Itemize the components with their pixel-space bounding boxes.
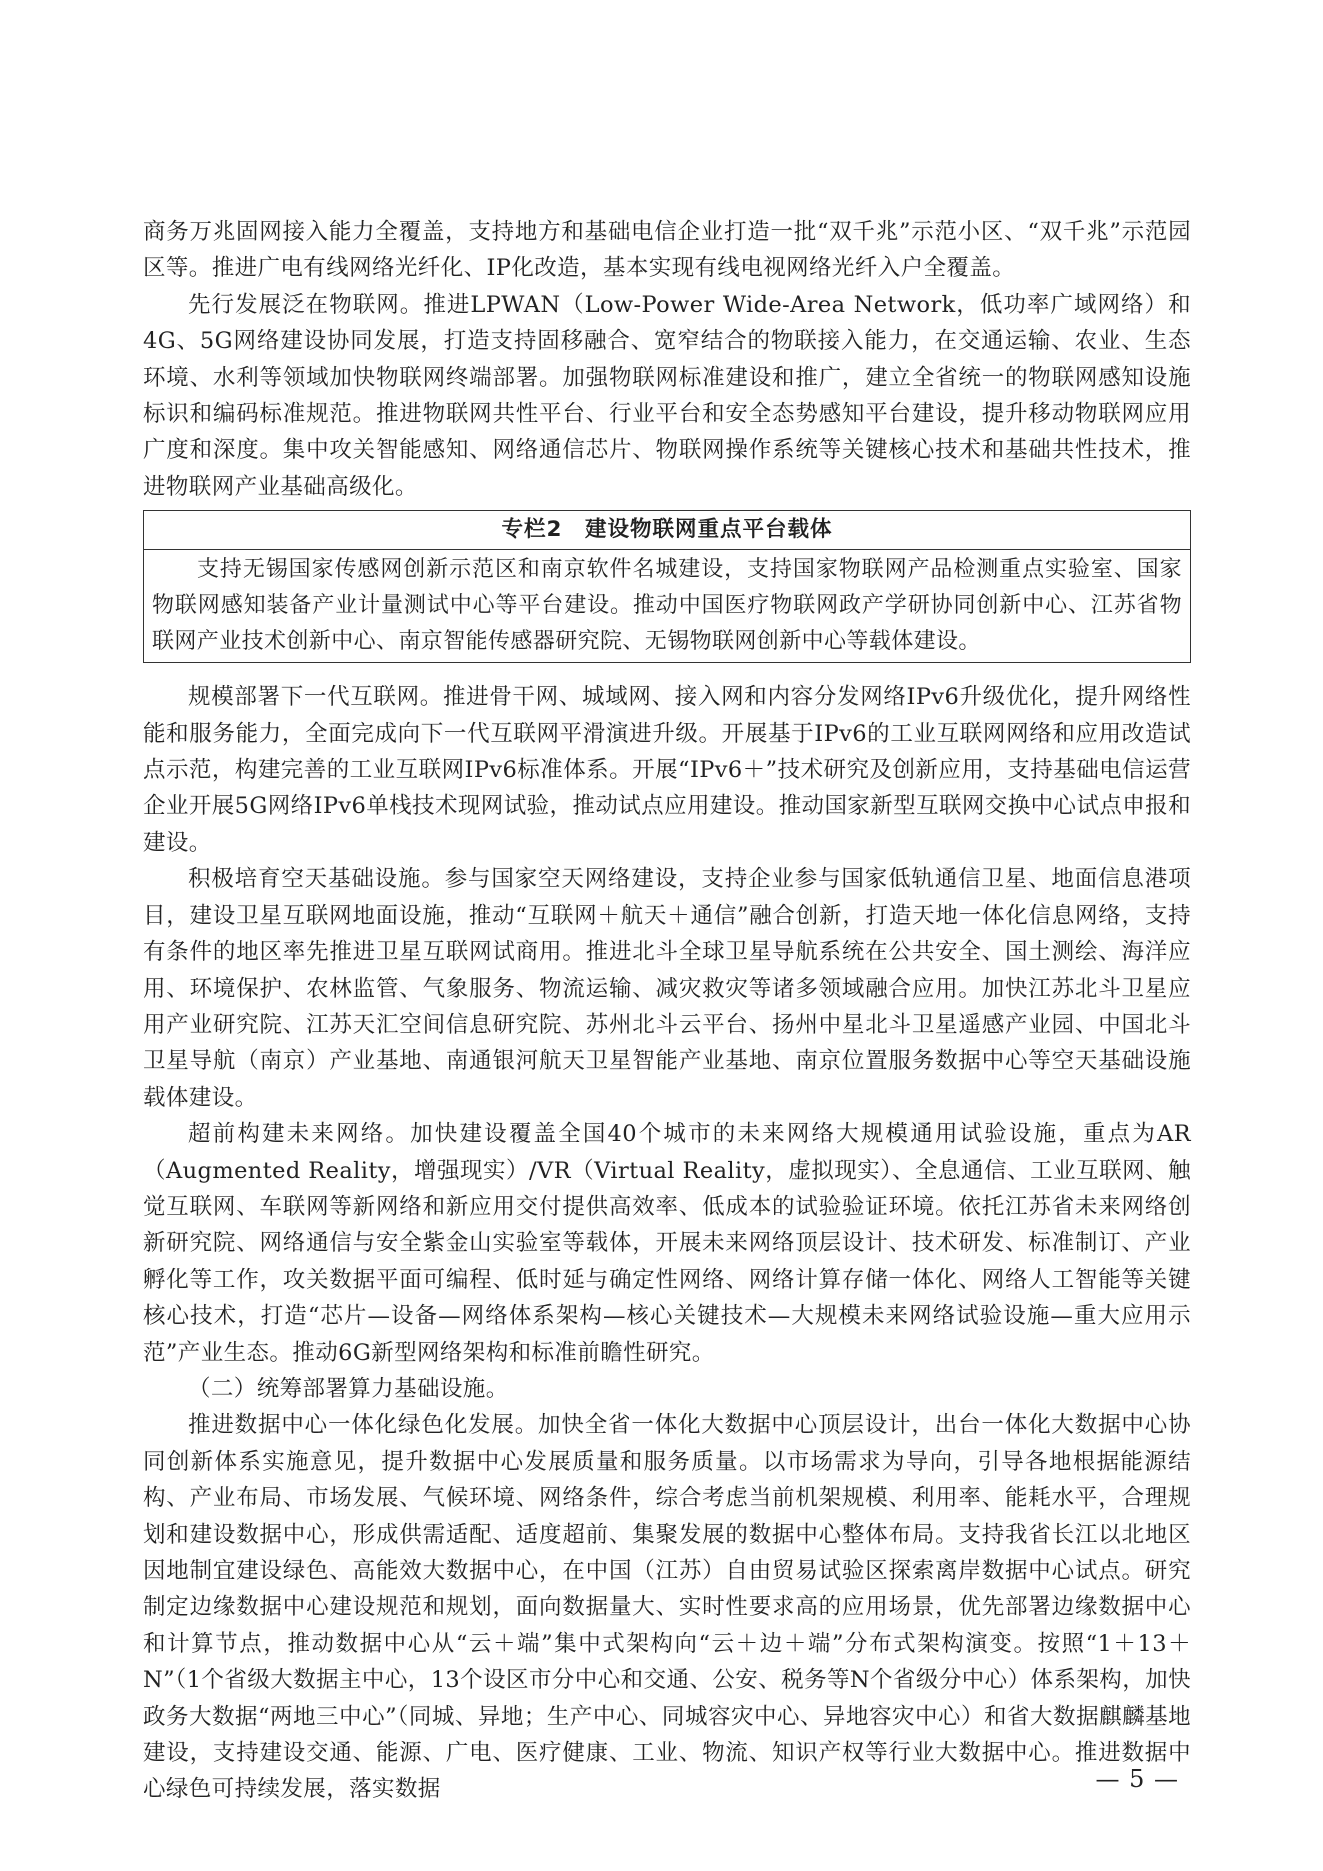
column-box-body (144, 550, 1190, 662)
paragraph-future-network: 超前构建未来网络。加快建设覆盖全国40个城市的未来网络大规模通用试验设施，重点为AR（Augmented Reality，增强现实）/VR（Virtual Reality，虚拟现实）、全息通信、工业互联网、触觉互联网、车联网等新网络和新应用交付提供高效率、低成本的试验验证环境。依托江苏省未来网络创新研究院、网络通信与安全紫金山实验室等载体，开展未来网络顶层设计、技术研发、标准制订、产业孵化等工作，攻关数据平面可编程、低时延与确定性网络、网络计算存储一体化、网络人工智能等关键核心技术，打造“芯片—设备—网络体系架构—核心关键技术—大规模未来网络试验设施—重大应用示范”产业生态。推动6G新型网络架构和标准前瞻性研究。 (143, 1121, 1191, 1366)
column-box-title: 专栏2 建设物联网重点平台载体 (144, 511, 1190, 550)
page-number: — 5 — (1095, 1765, 1179, 1793)
column-box-text: 支持无锡国家传感网创新示范区和南京软件名城建设，支持国家物联网产品检测重点实验室、国家物联网感知装备产业计量测试中心等平台建设。推动中国医疗物联网政产学研协同创新中心、江苏省物联网产业技术创新中心、南京智能传感器研究院、无锡物联网创新中心等载体建设。 (152, 557, 1182, 655)
section-heading: （二）统筹部署算力基础设施。 (188, 1375, 509, 1402)
paragraph-broadband: 商务万兆固网接入能力全覆盖，支持地方和基础电信企业打造一批“双千兆”示范小区、“双千兆”示范园区等。推进广电有线网络光纤化、IP化改造，基本实现有线电视网络光纤入户全覆盖。 (143, 219, 1191, 282)
paragraph-space-infrastructure: 积极培育空天基础设施。参与国家空天网络建设，支持企业参与国家低轨通信卫星、地面信息港项目，建设卫星互联网地面设施，推动“互联网＋航天＋通信”融合创新，打造天地一体化信息网络，支持有条件的地区率先推进卫星互联网试商用。推进北斗全球卫星导航系统在公共安全、国土测绘、海洋应用、环境保护、农林监管、气象服务、物流运输、减灾救灾等诸多领域融合应用。加快江苏北斗卫星应用产业研究院、江苏天汇空间信息研究院、苏州北斗云平台、扬州中星北斗卫星遥感产业园、中国北斗卫星导航（南京）产业基地、南通银河航天卫星智能产业基地、南京位置服务数据中心等空天基础设施载体建设。 (143, 866, 1191, 1111)
paragraph-data-center: 推进数据中心一体化绿色化发展。加快全省一体化大数据中心顶层设计，出台一体化大数据中心协同创新体系实施意见，提升数据中心发展质量和服务质量。以市场需求为导向，引导各地根据能源结构、产业布局、市场发展、气候环境、网络条件，综合考虑当前机架规模、利用率、能耗水平，合理规划和建设数据中心，形成供需适配、适度超前、集聚发展的数据中心整体布局。支持我省长江以北地区因地制宜建设绿色、高能效大数据中心，在中国（江苏）自由贸易试验区探索离岸数据中心试点。研究制定边缘数据中心建设规范和规划，面向数据量大、实时性要求高的应用场景，优先部署边缘数据中心和计算节点，推动数据中心从“云＋端”集中式架构向“云＋边＋端”分布式架构演变。按照“1＋13＋N”（1个省级大数据主中心，13个设区市分中心和交通、公安、税务等N个省级分中心）体系架构，加快政务大数据“两地三中心”（同城、异地；生产中心、同城容灾中心、异地容灾中心）和省大数据麒麟基地建设，支持建设交通、能源、广电、医疗健康、工业、物流、知识产权等行业大数据中心。推进数据中心绿色可持续发展，落实数据 (143, 1412, 1191, 1803)
paragraph-iot: 先行发展泛在物联网。推进LPWAN（Low-Power Wide-Area Network，低功率广域网络）和4G、5G网络建设协同发展，打造支持固移融合、宽窄结合的物联接入能力，在交通运输、农业、生态环境、水利等领域加快物联网终端部署。加强物联网标准建设和推广，建立全省统一的物联网感知设施标识和编码标准规范。推进物联网共性平台、行业平台和安全态势感知平台建设，提升移动物联网应用广度和深度。集中攻关智能感知、网络通信芯片、物联网操作系统等关键核心技术和基础共性技术，推进物联网产业基础高级化。 (143, 291, 1191, 500)
column-box (143, 510, 1191, 663)
paragraph-ipv6: 规模部署下一代互联网。推进骨干网、城域网、接入网和内容分发网络IPv6升级优化，提升网络性能和服务能力，全面完成向下一代互联网平滑演进升级。开展基于IPv6的工业互联网网络和应用改造试点示范，构建完善的工业互联网IPv6标准体系。开展“IPv6＋”技术研究及创新应用，支持基础电信运营企业开展5G网络IPv6单栈技术现网试验，推动试点应用建设。推动国家新型互联网交换中心试点申报和建设。 (143, 684, 1191, 856)
